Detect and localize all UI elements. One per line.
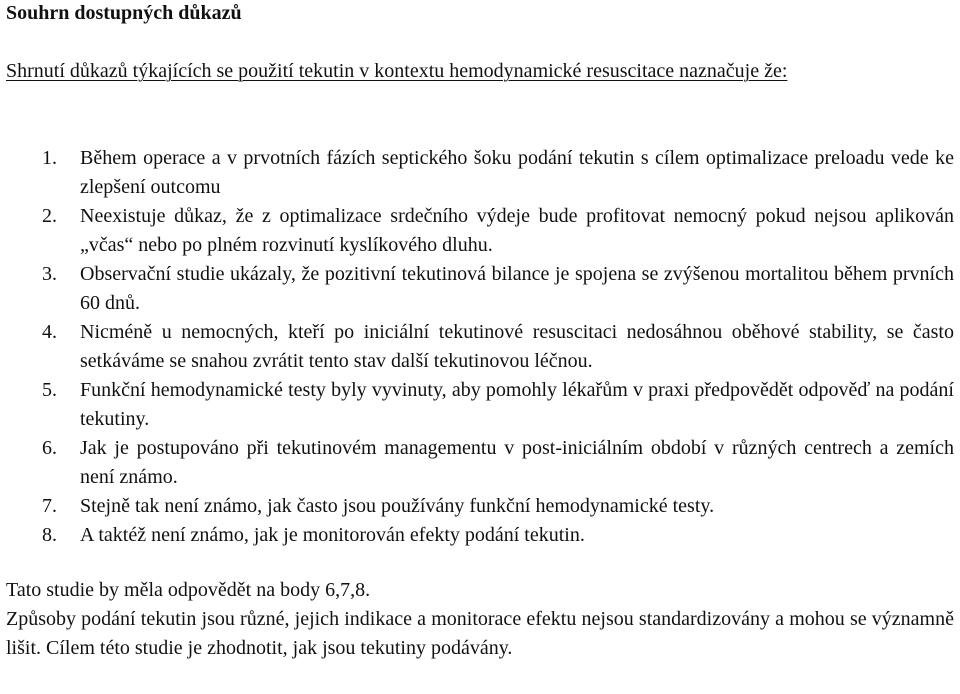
summary-intro: Shrnutí důkazů týkajících se použití tekutin v kontextu hemodynamické resuscitace naznačuje že:	[6, 60, 788, 82]
finding-number: 5.	[42, 379, 57, 401]
finding-item	[0, 144, 954, 202]
finding-text: Observační studie ukázaly, že pozitivní tekutinová bilance je spojena se zvýšenou mortalitou během prvních 60 dnů.	[80, 263, 954, 314]
finding-number: 2.	[42, 205, 57, 227]
finding-text: Neexistuje důkaz, že z optimalizace srdečního výdeje bude profitovat nemocný pokud nejsou aplikován „včas“ nebo po plném rozvinutí kyslíkového dluhu.	[80, 205, 954, 256]
finding-item	[0, 318, 954, 376]
finding-item	[0, 202, 954, 260]
closing-paragraphs	[6, 576, 954, 663]
findings-list	[0, 144, 960, 550]
finding-number: 4.	[42, 321, 57, 343]
study-aim-sentence: Tato studie by měla odpovědět na body 6,7,8.	[6, 579, 371, 601]
finding-item	[0, 260, 954, 318]
finding-text: A taktéž není známo, jak je monitorován efekty podání tekutin.	[80, 524, 585, 546]
finding-text: Jak je postupováno při tekutinovém managementu v post-iniciálním období v různých centrech a zemích není známo.	[80, 437, 954, 488]
finding-text: Během operace a v prvotních fázích septického šoku podání tekutin s cílem optimalizace preloadu vede ke zlepšení outcomu	[80, 147, 954, 198]
finding-number: 1.	[42, 147, 57, 169]
section-heading: Souhrn dostupných důkazů	[6, 2, 242, 24]
finding-number: 6.	[42, 437, 57, 459]
methods-paragraph: Způsoby podání tekutin jsou různé, jejich indikace a monitorace efektu nejsou standardizovány a mohou se významně lišit. Cílem této studie je zhodnotit, jak jsou tekutiny podávány.	[6, 608, 954, 659]
finding-item	[0, 434, 954, 492]
finding-number: 8.	[42, 524, 57, 546]
finding-number: 7.	[42, 495, 57, 517]
finding-number: 3.	[42, 263, 57, 285]
finding-item	[0, 376, 954, 434]
finding-text: Nicméně u nemocných, kteří po iniciální tekutinové resuscitaci nedosáhnou oběhové stability, se často setkáváme se snahou zvrátit tento stav další tekutinovou léčnou.	[80, 321, 954, 372]
finding-text: Stejně tak není známo, jak často jsou používány funkční hemodynamické testy.	[80, 495, 715, 517]
finding-item	[0, 492, 954, 521]
finding-item	[0, 521, 954, 550]
finding-text: Funkční hemodynamické testy byly vyvinuty, aby pomohly lékařům v praxi předpovědět odpověď na podání tekutiny.	[80, 379, 954, 430]
